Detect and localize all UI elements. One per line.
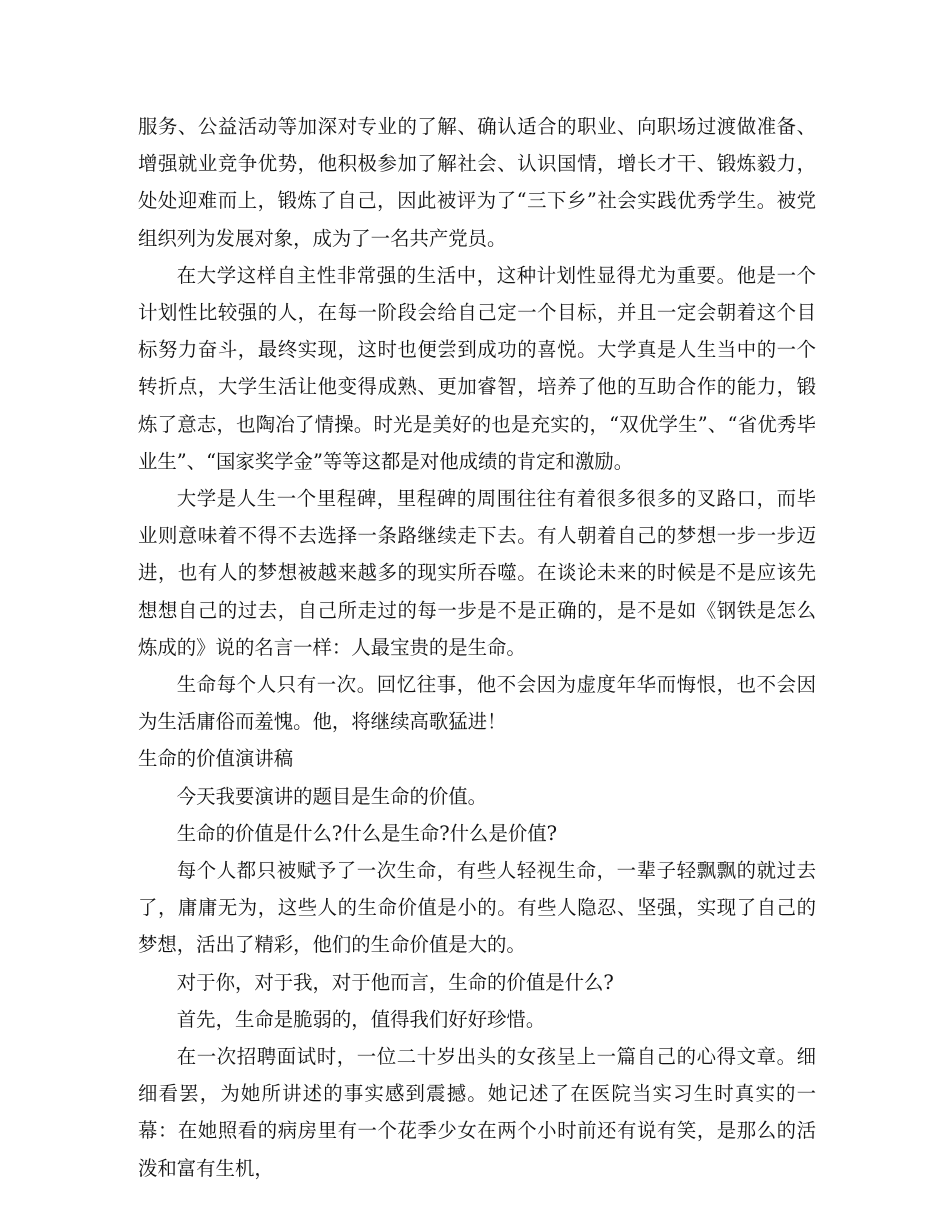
paragraph-speech-topic: 今天我要演讲的题目是生命的价值。	[176, 784, 488, 808]
paragraph-life-once: 生命每个人只有一次。回忆往事，他不会因为虚度年华而悔恨，也不会因为生活庸俗而羞愧。他，将继续高歌猛进！	[138, 673, 816, 734]
section-heading: 生命的价值演讲稿	[138, 747, 294, 771]
paragraph-continuation: 服务、公益活动等加深对专业的了解、确认适合的职业、向职场过渡做准备、增强就业竞争优势，他积极参加了解社会、认识国情，增长才干、锻炼毅力，处处迎难而上，锻炼了自己，因此被评为了“三下乡”社会实践优秀学生。被党组织列为发展对象，成为了一名共产党员。	[138, 115, 816, 250]
document-body	[138, 108, 816, 1187]
paragraph-for-you-me: 对于你，对于我，对于他而言，生命的价值是什么?	[176, 970, 614, 994]
paragraph-university-planning: 在大学这样自主性非常强的生活中，这种计划性显得尤为重要。他是一个计划性比较强的人，在每一阶段会给自己定一个目标，并且一定会朝着这个目标努力奋斗，最终实现，这时也便尝到成功的喜悦。大学真是人生当中的一个转折点，大学生活让他变得成熟、更加睿智，培养了他的互助合作的能力，锻炼了意志，也陶冶了情操。时光是美好的也是充实的，“双优学生”、“省优秀毕业生”、“国家奖学金”等等这都是对他成绩的肯定和激励。	[138, 263, 816, 473]
paragraph-interview-story: 在一次招聘面试时，一位二十岁出头的女孩呈上一篇自己的心得文章。细细看罢，为她所讲述的事实感到震撼。她记述了在医院当实习生时真实的一幕：在她照看的病房里有一个花季少女在两个小时前还有说有笑，是那么的活泼和富有生机，	[138, 1045, 816, 1180]
paragraph-milestone: 大学是人生一个里程碑，里程碑的周围往往有着很多很多的叉路口，而毕业则意味着不得不去选择一条路继续走下去。有人朝着自己的梦想一步一步迈进，也有人的梦想被越来越多的现实所吞噬。在谈论未来的时候是不是应该先想想自己的过去，自己所走过的每一步是不是正确的，是不是如《钢铁是怎么炼成的》说的名言一样：人最宝贵的是生命。	[138, 487, 816, 659]
paragraph-life-value: 每个人都只被赋予了一次生命，有些人轻视生命，一辈子轻飘飘的就过去了，庸庸无为，这些人的生命价值是小的。有些人隐忍、坚强，实现了自己的梦想，活出了精彩，他们的生命价值是大的。	[138, 859, 816, 957]
paragraph-life-fragile: 首先，生命是脆弱的，值得我们好好珍惜。	[176, 1007, 546, 1031]
paragraph-questions: 生命的价值是什么?什么是生命?什么是价值?	[176, 821, 558, 845]
